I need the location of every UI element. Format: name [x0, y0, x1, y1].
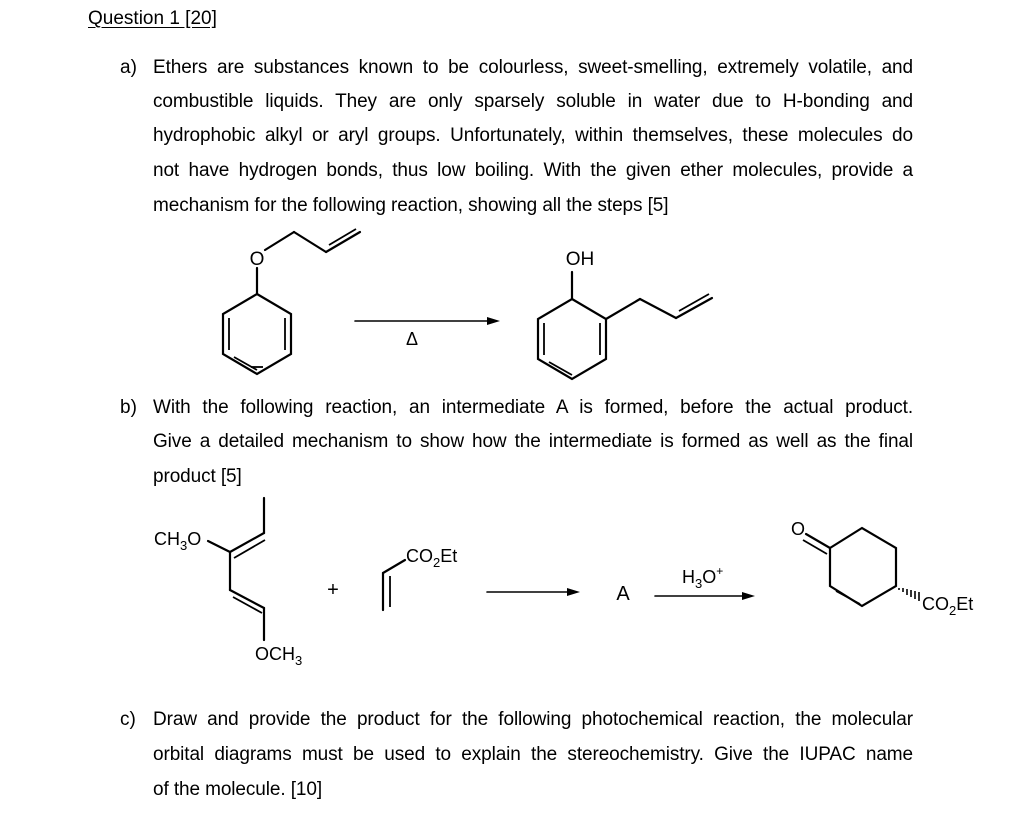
part-c-line-3: of the molecule. [10] — [153, 779, 323, 800]
product-ester-label: $CO_2Et$ — [922, 594, 974, 618]
ester-group-label: $CO_2Et$ — [406, 546, 458, 570]
methoxy-bottom-label: $OCH_3$ — [255, 644, 303, 668]
cyclohexenone-product-structure — [791, 519, 973, 618]
diene-structure — [154, 498, 302, 668]
part-b-line-2: Give a detailed mechanism to show how the intermediate is formed as well as the final — [153, 431, 913, 452]
hydroxyl-label: OH — [565, 249, 595, 270]
ethyl-acrylate-structure — [383, 546, 457, 610]
part-b-line-3: product [5] — [153, 466, 242, 487]
ether-oxygen-label: O — [249, 249, 265, 270]
intermediate-a-label: A — [616, 583, 630, 605]
part-b-label: b) — [120, 397, 137, 418]
hydronium-label: $H_3O^+$ — [682, 564, 724, 591]
ketone-oxygen-label: O — [790, 519, 806, 539]
question-title: Question 1 [20] — [88, 8, 217, 29]
part-b-line-1: With the following reaction, an intermediate A is formed, before the actual product. — [153, 397, 913, 418]
part-c-label: c) — [120, 709, 136, 730]
heat-symbol: Δ — [405, 329, 419, 349]
part-a-line-3: hydrophobic alkyl or aryl groups. Unfortunately, within themselves, these molecules do — [153, 125, 913, 146]
plus-sign: + — [327, 579, 339, 601]
part-b-arrow-1 — [487, 588, 580, 596]
part-a-line-4: not have hydrogen bonds, thus low boiling. With the given ether molecules, provide a — [153, 160, 913, 181]
part-a-reaction-arrow — [355, 317, 500, 349]
part-c-line-2: orbital diagrams must be used to explain the stereochemistry. Give the IUPAC name — [153, 744, 913, 765]
part-a-line-1: Ethers are substances known to be colourless, sweet-smelling, extremely volatile, and — [153, 57, 913, 78]
allylphenol-structure — [538, 249, 712, 379]
allyl-phenyl-ether-structure — [223, 229, 360, 374]
methoxy-top-label: $CH_3O$ — [154, 529, 202, 553]
part-b-arrow-2 — [655, 564, 755, 600]
part-a-line-2: combustible liquids. They are only sparsely soluble in water due to H-bonding and — [153, 91, 913, 112]
part-a-line-5: mechanism for the following reaction, showing all the steps [5] — [153, 195, 669, 216]
part-c-line-1: Draw and provide the product for the following photochemical reaction, the molecular — [153, 709, 913, 730]
part-a-label: a) — [120, 57, 137, 78]
